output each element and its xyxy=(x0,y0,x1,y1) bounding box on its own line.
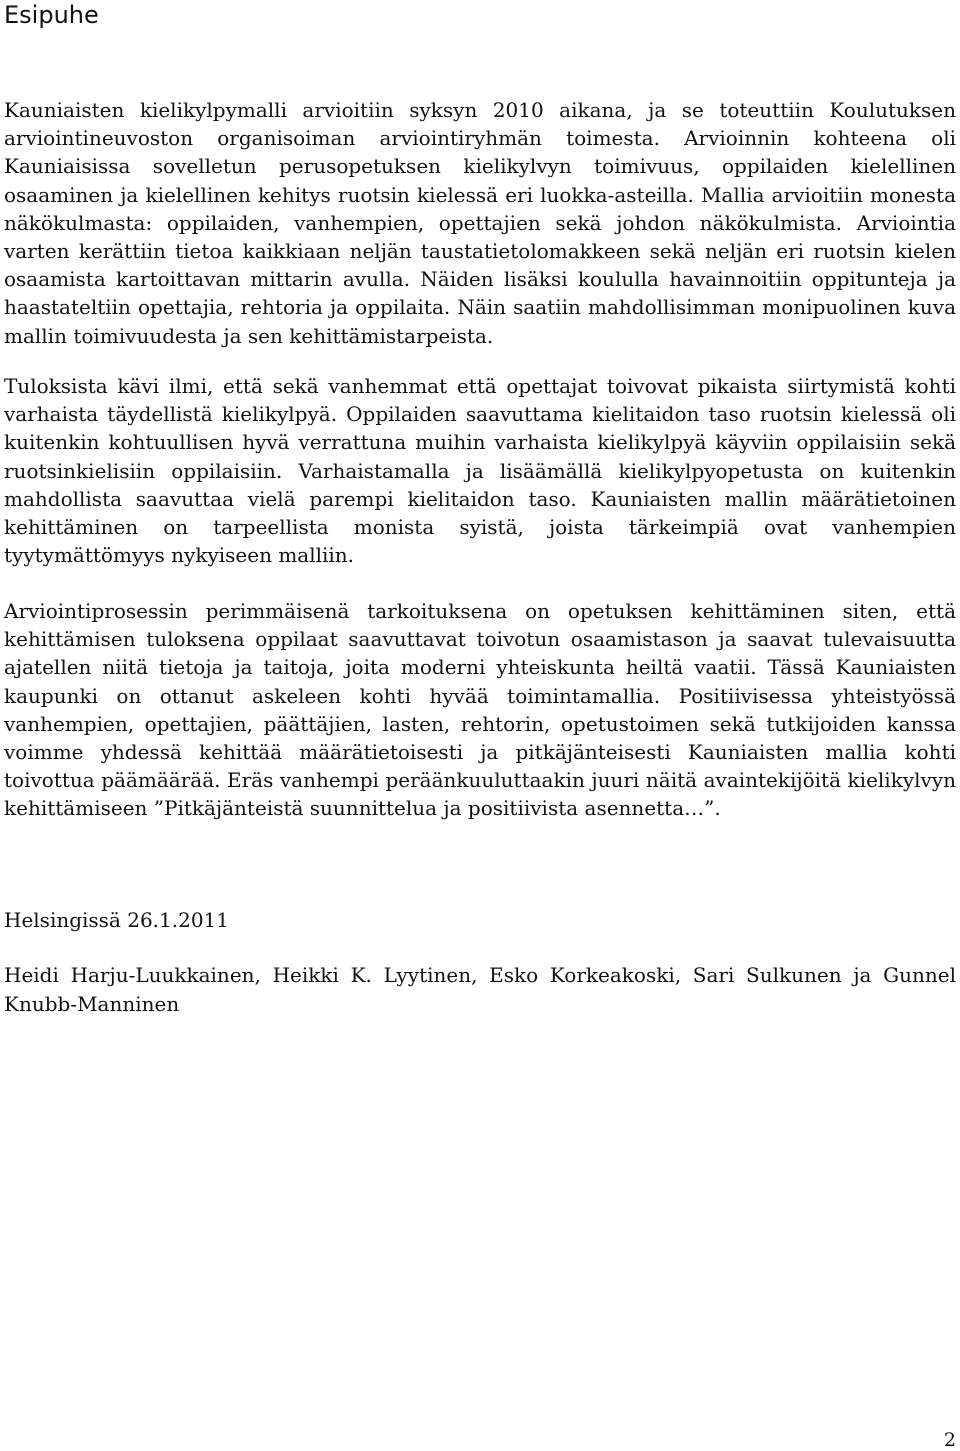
paragraph-results: Tuloksista kävi ilmi, että sekä vanhemmat että opettajat toivovat pikaista siirtymistä kohti varhaista täydellistä kielikylpyä. Oppilaiden saavuttama kielitaidon taso ruotsin kielessä oli kuitenkin kohtuullisen hyvä verrattuna muihin varhaista kielikylpyä käyviin oppilaisiin sekä ruotsinkielisiin oppilaisiin. Varhaistamalla ja lisäämällä kielikylpyopetusta on kuitenkin mahdollista saavuttaa vielä parempi kielitaidon taso. Kauniaisten mallin määrätietoinen kehittäminen on tarpeellista monista syistä, joista tärkeimpiä ovat vanhempien tyytymättömyys nykyiseen malliin. xyxy=(4,374,956,568)
page-number: 2 xyxy=(943,1429,956,1451)
author-list: Heidi Harju-Luukkainen, Heikki K. Lyytinen, Esko Korkeakoski, Sari Sulkunen ja Gunnel Knubb-Manninen xyxy=(4,963,956,1016)
place-and-date: Helsingissä 26.1.2011 xyxy=(4,908,230,932)
paragraph-purpose: Arviointiprosessin perimmäisenä tarkoituksena on opetuksen kehittäminen siten, että kehittämisen tuloksena oppilaat saavuttavat toivotun osaamistason ja saavat tulevaisuutta ajatellen niitä tietoja ja taitoja, joita moderni yhteiskunta heiltä vaatii. Tässä Kauniaisten kaupunki on ottanut askeleen kohti hyvää toimintamallia. Positiivisessa yhteistyössä vanhempien, opettajien, päättäjien, lasten, rehtorin, opetustoimen sekä tutkijoiden kanssa voimme yhdessä kehittää määrätietoisesti ja pitkäjänteisesti Kauniaisten mallia kohti toivottua päämäärää. Eräs vanhempi peräänkuuluttaakin juuri näitä avaintekijöitä kielikylvyn kehittämiseen ”Pitkäjänteistä suunnittelua ja positiivista asennetta…”. xyxy=(4,599,956,821)
paragraph-evaluation-intro: Kauniaisten kielikylpymalli arvioitiin syksyn 2010 aikana, ja se toteuttiin Koulutuksen arviointineuvoston organisoiman arviointiryhmän toimesta. Arvioinnin kohteena oli Kauniaisissa sovelletun perusopetuksen kielikylvyn toimivuus, oppilaiden kielellinen osaaminen ja kielellinen kehitys ruotsin kielessä eri luokka-asteilla. Mallia arvioitiin monesta näkökulmasta: oppilaiden, vanhempien, opettajien sekä johdon näkökulmista. Arviointia varten kerättiin tietoa kaikkiaan neljän taustatietolomakkeen sekä neljän eri ruotsin kielen osaamista kartoittavan mittarin avulla. Näiden lisäksi koululla havainnoitiin oppitunteja ja haastateltiin opettajia, rehtoria ja oppilaita. Näin saatiin mahdollisimman monipuolinen kuva mallin toimivuudesta ja sen kehittämistarpeista. xyxy=(4,98,956,348)
page-title: Esipuhe xyxy=(4,1,99,29)
